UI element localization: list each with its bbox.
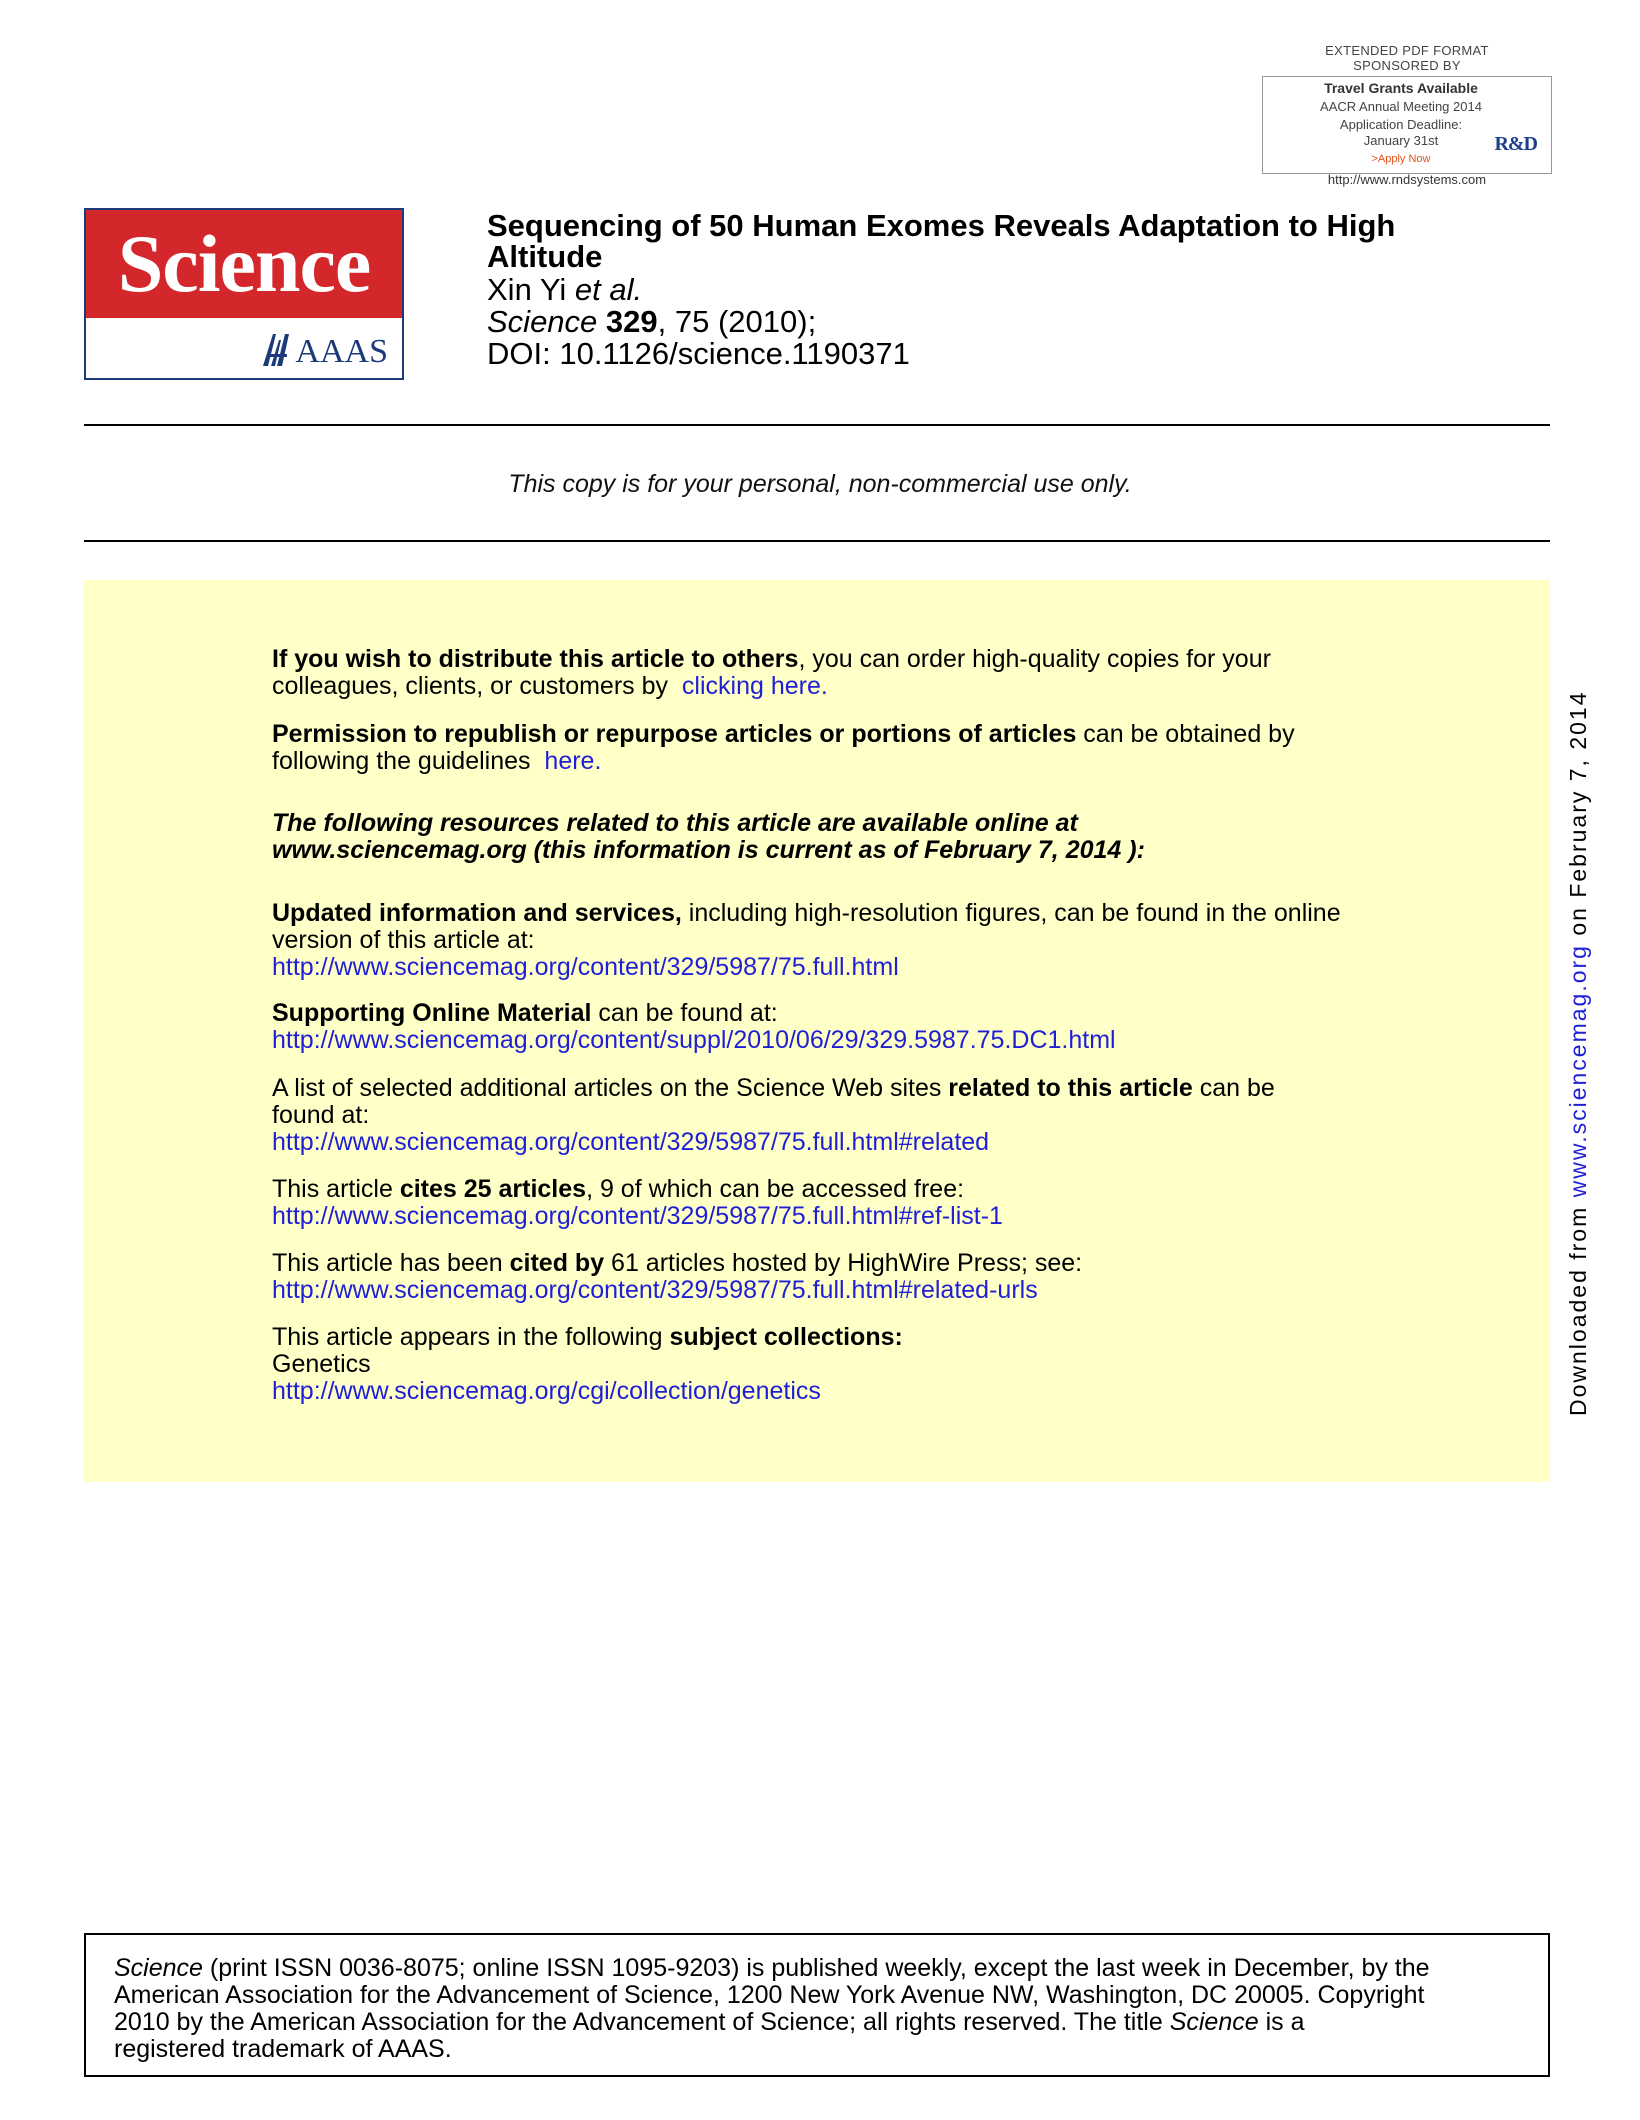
footer-line-3-end: is a	[1258, 2008, 1305, 2036]
ad-apply-link[interactable]: >Apply Now	[1371, 153, 1431, 165]
cites-heading: cites 25 articles	[399, 1175, 587, 1203]
ad-deadline-label: Application Deadline:	[1339, 117, 1463, 132]
distribute-paragraph	[272, 646, 1422, 700]
resources-paragraph	[272, 810, 1422, 864]
aaas-text: AAAS	[295, 333, 388, 370]
sciencemag-link[interactable]: www.sciencemag.org	[1565, 944, 1591, 1198]
sponsor-line1: EXTENDED PDF FORMAT	[1325, 43, 1489, 58]
resources-line-2: www.sciencemag.org (this information is current as of February 7, 2014 ):	[272, 836, 1145, 864]
cited-by-text-2: 61 articles hosted by HighWire Press; see:	[604, 1249, 1083, 1277]
footer-line-1: (print ISSN 0036-8075; online ISSN 1095-9203) is published weekly, except the last week in December, by the	[202, 1954, 1430, 1982]
download-note-pre: Downloaded from	[1565, 1197, 1591, 1416]
permission-text: can be obtained by	[1076, 720, 1295, 748]
supporting-material-link[interactable]: http://www.sciencemag.org/content/suppl/2010/06/29/329.5987.75.DC1.html	[272, 1026, 1116, 1054]
supporting-heading: Supporting Online Material	[272, 999, 592, 1027]
ad-meeting: AACR Annual Meeting 2014	[1320, 99, 1482, 114]
related-paragraph	[272, 1075, 1422, 1156]
here-link[interactable]: here.	[544, 747, 602, 775]
author-line	[487, 274, 1487, 306]
footer-line-4: registered trademark of AAAS.	[114, 2035, 452, 2063]
related-text-2: can be	[1192, 1074, 1275, 1102]
et-al: et al.	[574, 272, 643, 307]
clicking-here-link[interactable]: clicking here.	[681, 672, 828, 700]
related-heading: related to this article	[948, 1074, 1193, 1102]
author: Xin Yi	[487, 272, 567, 307]
footer-line-2: American Association for the Advancement of Science, 1200 New York Avenue NW, Washington, DC 20005. Copyright	[114, 1981, 1425, 2009]
copyright-footer	[84, 1933, 1550, 2077]
volume: 329	[605, 304, 658, 339]
permission-heading: Permission to republish or repurpose articles or portions of articles	[272, 720, 1077, 748]
cited-by-text: This article has been	[272, 1249, 510, 1277]
download-note	[1565, 691, 1592, 1417]
collections-heading: subject collections:	[669, 1323, 903, 1351]
updated-text-2: version of this article at:	[272, 926, 535, 954]
ad-deadline: January 31st	[1363, 133, 1439, 148]
full-text-link[interactable]: http://www.sciencemag.org/content/329/5987/75.full.html	[272, 953, 899, 981]
resources-line-1: The following resources related to this article are available online at	[272, 809, 1078, 837]
article-title	[487, 210, 1487, 272]
logo-wordmark: Science	[117, 218, 371, 309]
permission-text-2: following the guidelines	[272, 747, 531, 775]
citation-line	[487, 306, 1487, 338]
pages-year: , 75 (2010);	[657, 304, 817, 339]
footer-line-3: 2010 by the American Association for the Advancement of Science; all rights reserved. The title	[114, 2008, 1170, 2036]
footer-journal-2: Science	[1169, 2008, 1259, 2036]
cited-by-heading: cited by	[509, 1249, 605, 1277]
distribute-text-2: colleagues, clients, or customers by	[272, 672, 669, 700]
second-divider	[84, 540, 1550, 542]
title-line-2: Altitude	[487, 239, 603, 274]
aaas-mark-icon	[263, 332, 293, 366]
cited-by-paragraph	[272, 1250, 1422, 1304]
science-logo[interactable]	[84, 208, 404, 380]
permission-paragraph	[272, 721, 1422, 775]
ref-list-link[interactable]: http://www.sciencemag.org/content/329/5987/75.full.html#ref-list-1	[272, 1202, 1003, 1230]
rd-logo: R&D	[1494, 133, 1537, 155]
ad-headline: Travel Grants Available	[1324, 80, 1478, 96]
updated-paragraph	[272, 900, 1422, 981]
aaas-logo	[263, 332, 388, 372]
related-link[interactable]: http://www.sciencemag.org/content/329/5987/75.full.html#related	[272, 1128, 990, 1156]
title-line-1: Sequencing of 50 Human Exomes Reveals Adaptation to High	[487, 208, 1396, 243]
personal-use-note: This copy is for your personal, non-commercial use only.	[508, 470, 1132, 498]
top-divider	[84, 424, 1550, 426]
cites-paragraph	[272, 1176, 1422, 1230]
related-text: A list of selected additional articles on the Science Web sites	[272, 1074, 949, 1102]
updated-text: including high-resolution figures, can be found in the online	[681, 899, 1341, 927]
related-urls-link[interactable]: http://www.sciencemag.org/content/329/5987/75.full.html#related-urls	[272, 1276, 1038, 1304]
sponsor-header	[1262, 43, 1552, 73]
sponsor-ad[interactable]	[1262, 76, 1552, 174]
footer-journal: Science	[114, 1954, 203, 1982]
supporting-text: can be found at:	[591, 999, 778, 1027]
journal-name: Science	[487, 304, 598, 339]
genetics-collection-link[interactable]: http://www.sciencemag.org/cgi/collection/genetics	[272, 1377, 821, 1405]
collection-name: Genetics	[272, 1350, 371, 1378]
collections-text: This article appears in the following	[272, 1323, 670, 1351]
distribute-heading: If you wish to distribute this article to others	[272, 645, 799, 673]
related-text-3: found at:	[272, 1101, 370, 1129]
updated-heading: Updated information and services,	[272, 899, 682, 927]
supporting-paragraph	[272, 1000, 1422, 1054]
distribute-text: , you can order high-quality copies for your	[798, 645, 1271, 673]
sponsor-line2: SPONSORED BY	[1353, 58, 1461, 73]
doi: DOI: 10.1126/science.1190371	[487, 336, 910, 371]
cites-text: This article	[272, 1175, 400, 1203]
collections-paragraph	[272, 1324, 1422, 1405]
download-note-post: on February 7, 2014	[1565, 690, 1591, 945]
sponsor-url[interactable]: http://www.rndsystems.com	[1327, 172, 1487, 187]
cites-text-2: , 9 of which can be accessed free:	[586, 1175, 965, 1203]
